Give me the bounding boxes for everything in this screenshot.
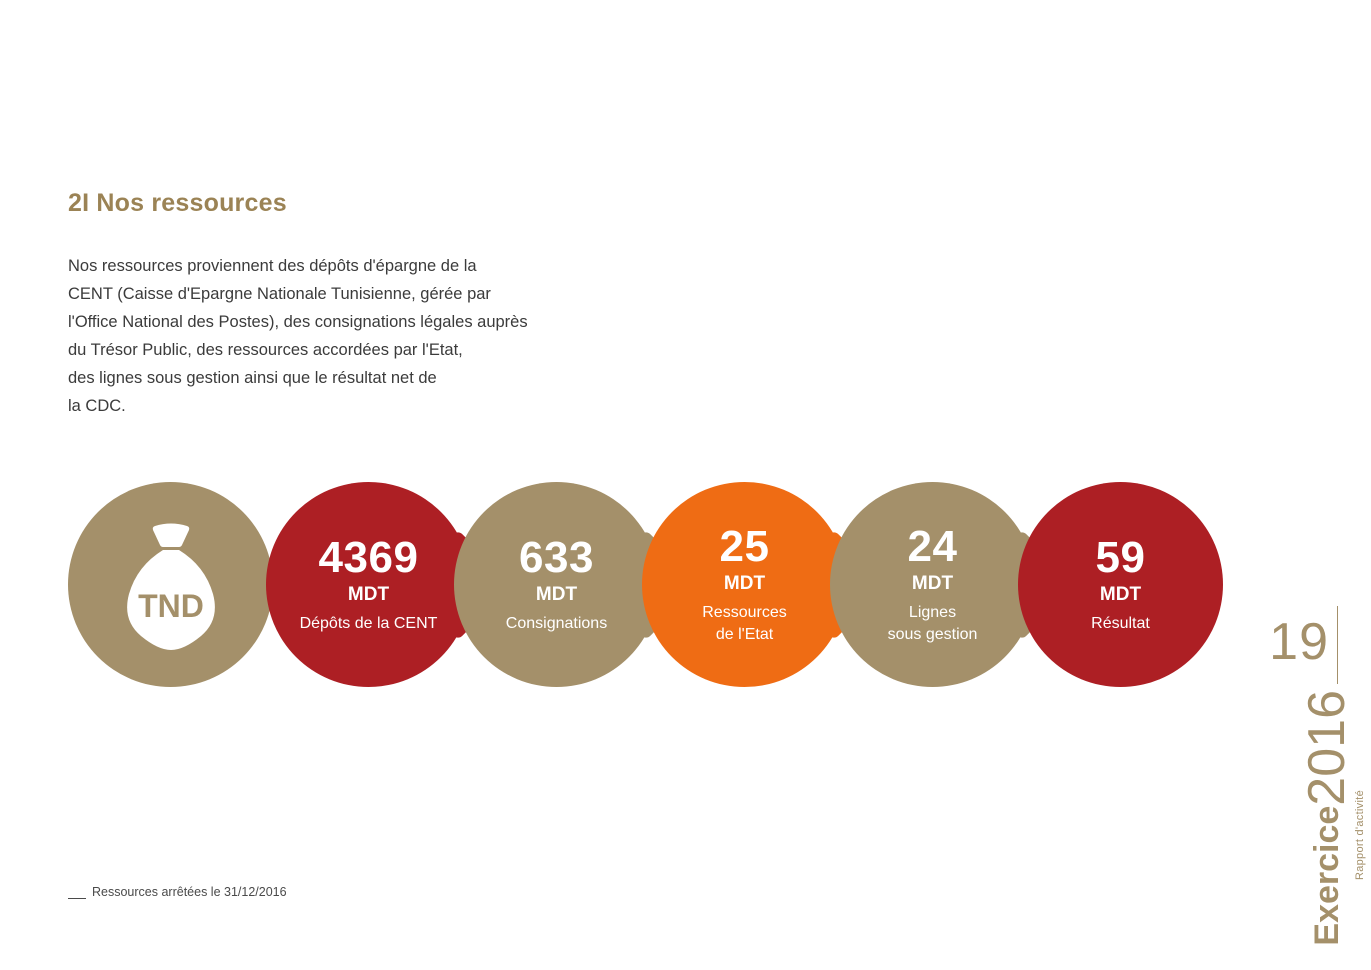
side-year-value: 2016: [1298, 690, 1356, 806]
intro-paragraph: [68, 252, 668, 420]
resource-label: Dépôts de la CENT: [299, 614, 438, 632]
page-title: 2I Nos ressources: [68, 189, 287, 217]
resource-unit: MDT: [1099, 583, 1142, 605]
resource-label: Consignations: [505, 614, 608, 632]
side-year: [1298, 690, 1356, 946]
footnote: [68, 885, 287, 899]
intro-line: l'Office National des Postes), des consignations légales auprès: [68, 313, 528, 331]
resource-value: 24: [907, 521, 958, 571]
resource-label-second-line: de l'Etat: [715, 625, 774, 643]
resource-value: 4369: [318, 532, 419, 582]
side-exercice-label: Exercice: [1308, 805, 1346, 946]
intro-line: CENT (Caisse d'Epargne Nationale Tunisienne, gérée par: [68, 285, 491, 303]
resource-label: Ressources: [702, 603, 787, 621]
page-number: 19: [1269, 613, 1329, 671]
resource-unit: MDT: [535, 583, 578, 605]
footnote-text: Ressources arrêtées le 31/12/2016: [92, 885, 287, 899]
resource-unit: MDT: [347, 583, 390, 605]
resource-label-second-line: sous gestion: [887, 625, 978, 643]
side-report-label: Rapport d'activité: [1354, 790, 1366, 881]
resource-node: [830, 482, 1035, 687]
intro-line: des lignes sous gestion ainsi que le résultat net de: [68, 369, 437, 387]
intro-line: du Trésor Public, des ressources accordées par l'Etat,: [68, 341, 463, 359]
money-bag-icon: [111, 520, 231, 650]
resource-value: 633: [519, 532, 594, 582]
resource-node: [266, 482, 471, 687]
resources-infographic: [68, 482, 1238, 697]
resource-unit: MDT: [723, 572, 766, 594]
intro-line: la CDC.: [68, 397, 126, 415]
svg-text:TND: TND: [137, 587, 204, 624]
page-number-divider: [1337, 606, 1338, 684]
resource-unit: MDT: [911, 572, 954, 594]
resource-label: Lignes: [908, 603, 957, 621]
resource-node: [642, 482, 847, 687]
resource-value: 25: [719, 521, 770, 571]
resource-value: 59: [1095, 532, 1146, 582]
money-bag-node: [68, 482, 273, 687]
resource-node: [1018, 482, 1223, 687]
resource-label: Résultat: [1091, 614, 1150, 632]
footnote-rule: [68, 898, 86, 899]
resource-node: [454, 482, 659, 687]
intro-line: Nos ressources proviennent des dépôts d'épargne de la: [68, 257, 477, 275]
